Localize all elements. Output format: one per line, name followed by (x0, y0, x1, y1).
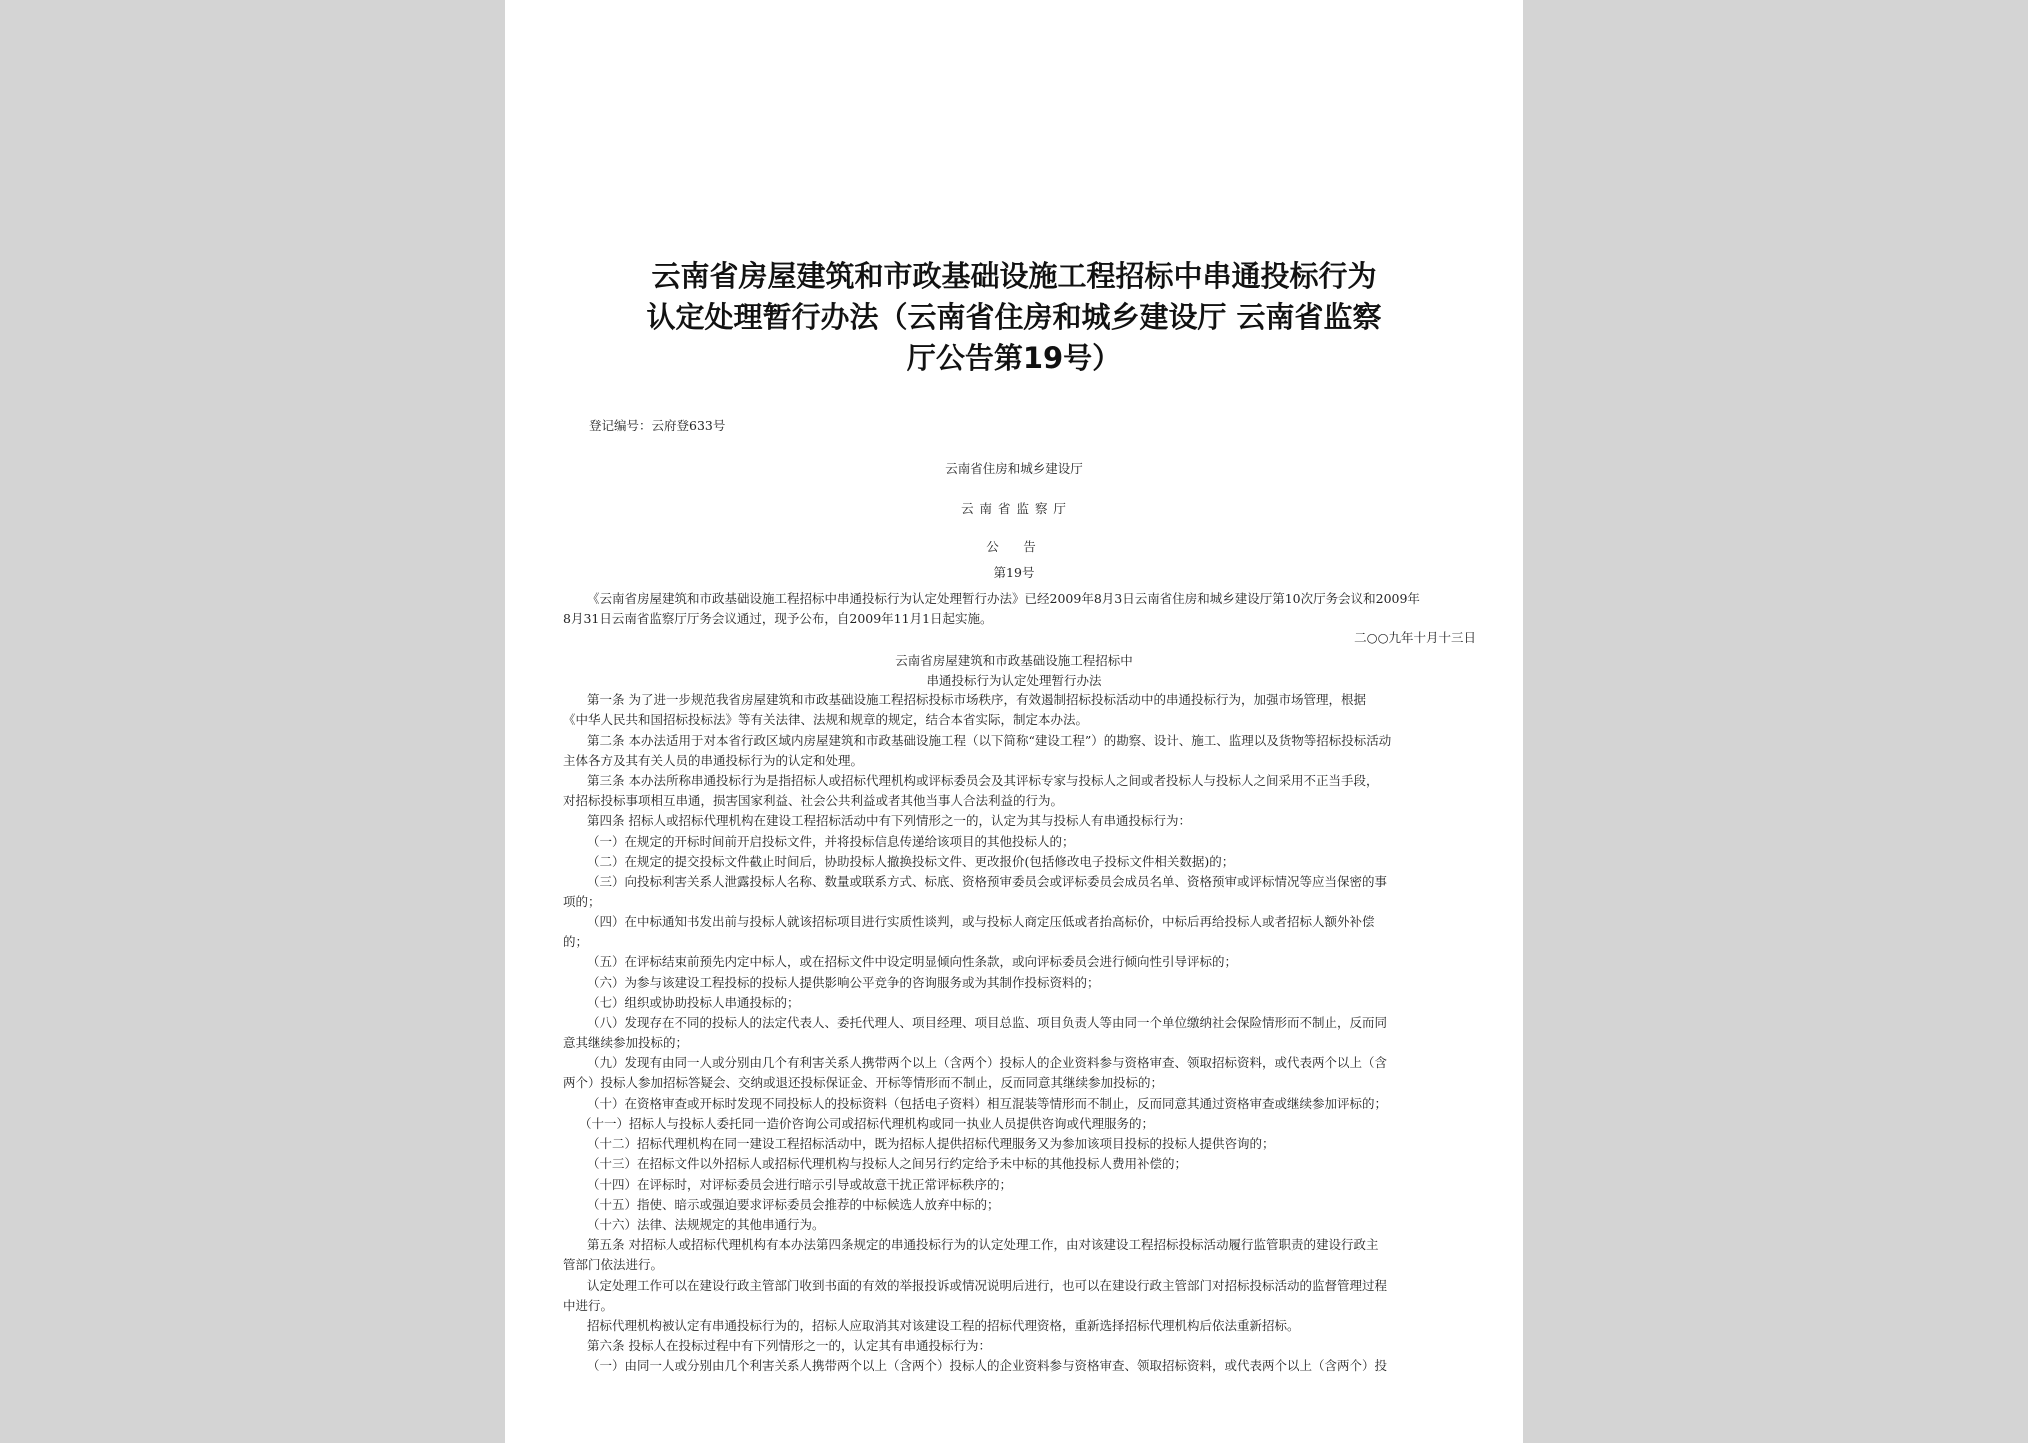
body-line-2: 《中华人民共和国招标投标法》等有关法律、法规和规章的规定，结合本省实际，制定本办法。 (563, 712, 1089, 727)
body-line-11: 项的； (563, 894, 601, 909)
body-line-21: （十）在资格审查或开标时发现不同投标人的投标资料（包括电子资料）相互混装等情形而不制止，反而同意其通过资格审查或继续参加评标的； (587, 1096, 1388, 1111)
intro-paragraph (563, 589, 1475, 629)
registration-number: 登记编号：云府登633号 (589, 418, 726, 433)
body-line-28: 第五条 对招标人或招标代理机构有本办法第四条规定的串通投标行为的认定处理工作，由对该建设工程招标投标活动履行监管职责的建设行政主 (587, 1237, 1379, 1252)
body-line-23: （十二）招标代理机构在同一建设工程招标活动中，既为招标人提供招标代理服务又为参加该项目投标的投标人提供咨询的； (587, 1136, 1275, 1151)
body-line-5: 第三条 本办法所称串通投标行为是指招标人或招标代理机构或评标委员会及其评标专家与投标人之间或者投标人与投标人之间采用不正当手段， (587, 773, 1379, 788)
body-line-22: （十一）招标人与投标人委托同一造价咨询公司或招标代理机构或同一执业人员提供咨询或代理服务的； (579, 1116, 1155, 1131)
body-line-30: 认定处理工作可以在建设行政主管部门收到书面的有效的举报投诉或情况说明后进行，也可以在建设行政主管部门对招标投标活动的监督管理过程 (587, 1278, 1388, 1293)
doc-title-line-1: 云南省房屋建筑和市政基础设施工程招标中 (895, 653, 1133, 668)
doc-title-line-2: 串通投标行为认定处理暂行办法 (926, 673, 1102, 688)
body-line-18: 意其继续参加投标的； (563, 1035, 689, 1050)
body-line-15: （六）为参与该建设工程投标的投标人提供影响公平竞争的咨询服务或为其制作投标资料的； (587, 975, 1100, 990)
title-line-3: 厅公告第19号） (906, 341, 1122, 375)
body-line-1: 第一条 为了进一步规范我省房屋建筑和市政基础设施工程招标投标市场秩序，有效遏制招标投标活动中的串通投标行为，加强市场管理，根据 (587, 692, 1366, 707)
body-line-8: （一）在规定的开标时间前开启投标文件，并将投标信息传递给该项目的其他投标人的； (587, 834, 1075, 849)
title-line-1: 云南省房屋建筑和市政基础设施工程招标中串通投标行为 (651, 259, 1377, 293)
body-line-4: 主体各方及其有关人员的串通投标行为的认定和处理。 (563, 753, 864, 768)
document-title (565, 256, 1463, 379)
document-page (505, 0, 1523, 1443)
notice-number: 第19号 (993, 565, 1035, 580)
announcement-date: 二○○九年十月十三日 (1354, 630, 1476, 645)
body-line-19: （九）发现有由同一人或分别由几个有利害关系人携带两个以上（含两个）投标人的企业资料参与资格审查、领取招标资料，或代表两个以上（含 (587, 1055, 1388, 1070)
body-line-29: 管部门依法进行。 (563, 1257, 664, 1272)
intro-line-2: 8月31日云南省监察厅厅务会议通过，现予公布，自2009年11月1日起实施。 (563, 611, 993, 626)
body-line-13: 的； (563, 934, 589, 949)
body-line-7: 第四条 招标人或招标代理机构在建设工程招标活动中有下列情形之一的，认定为其与投标人有串通投标行为： (587, 813, 1191, 828)
body-line-20: 两个）投标人参加招标答疑会、交纳或退还投标保证金、开标等情形而不制止，反而同意其继续参加投标的； (563, 1075, 1164, 1090)
body-line-6: 对招标投标事项相互串通，损害国家利益、社会公共利益或者其他当事人合法利益的行为。 (563, 793, 1064, 808)
articles-body (563, 690, 1475, 1380)
body-line-9: （二）在规定的提交投标文件截止时间后，协助投标人撤换投标文件、更改报价(包括修改电子投标文件相关数据)的； (587, 854, 1235, 869)
body-line-12: （四）在中标通知书发出前与投标人就该招标项目进行实质性谈判，或与投标人商定压低或者抬高标价，中标后再给投标人或者招标人额外补偿 (587, 914, 1375, 929)
body-line-10: （三）向投标利害关系人泄露投标人名称、数量或联系方式、标底、资格预审委员会或评标委员会成员名单、资格预审或评标情况等应当保密的事 (587, 874, 1388, 889)
body-line-16: （七）组织或协助投标人串通投标的； (587, 995, 800, 1010)
body-line-3: 第二条 本办法适用于对本省行政区域内房屋建筑和市政基础设施工程（以下简称“建设工程”）的勘察、设计、施工、监理以及货物等招标投标活动 (587, 733, 1392, 748)
body-line-17: （八）发现存在不同的投标人的法定代表人、委托代理人、项目经理、项目总监、项目负责人等由同一个单位缴纳社会保险情形而不制止，反而同 (587, 1015, 1388, 1030)
body-line-31: 中进行。 (563, 1298, 614, 1313)
body-line-27: （十六）法律、法规规定的其他串通行为。 (587, 1217, 825, 1232)
issuer-supervision-department: 云 南 省 监 察 厅 (961, 501, 1067, 516)
body-line-26: （十五）指使、暗示或强迫要求评标委员会推荐的中标候选人放弃中标的； (587, 1197, 1000, 1212)
notice-label: 公 告 (986, 539, 1042, 554)
body-line-33: 第六条 投标人在投标过程中有下列情形之一的，认定其有串通投标行为： (587, 1338, 991, 1353)
intro-line-1: 《云南省房屋建筑和市政基础设施工程招标中串通投标行为认定处理暂行办法》已经2009年8月3日云南省住房和城乡建设厅第10次厅务会议和2009年 (587, 591, 1420, 606)
issuer-housing-department: 云南省住房和城乡建设厅 (945, 461, 1083, 476)
body-line-25: （十四）在评标时，对评标委员会进行暗示引导或故意干扰正常评标秩序的； (587, 1177, 1013, 1192)
body-line-14: （五）在评标结束前预先内定中标人，或在招标文件中设定明显倾向性条款，或向评标委员会进行倾向性引导评标的； (587, 954, 1238, 969)
body-line-34: （一）由同一人或分别由几个利害关系人携带两个以上（含两个）投标人的企业资料参与资格审查、领取招标资料，或代表两个以上（含两个）投 (587, 1358, 1388, 1373)
body-line-32: 招标代理机构被认定有串通投标行为的，招标人应取消其对该建设工程的招标代理资格，重新选择招标代理机构后依法重新招标。 (587, 1318, 1300, 1333)
title-line-2: 认定处理暂行办法（云南省住房和城乡建设厅 云南省监察 (646, 300, 1382, 334)
body-line-24: （十三）在招标文件以外招标人或招标代理机构与投标人之间另行约定给予未中标的其他投标人费用补偿的； (587, 1156, 1188, 1171)
